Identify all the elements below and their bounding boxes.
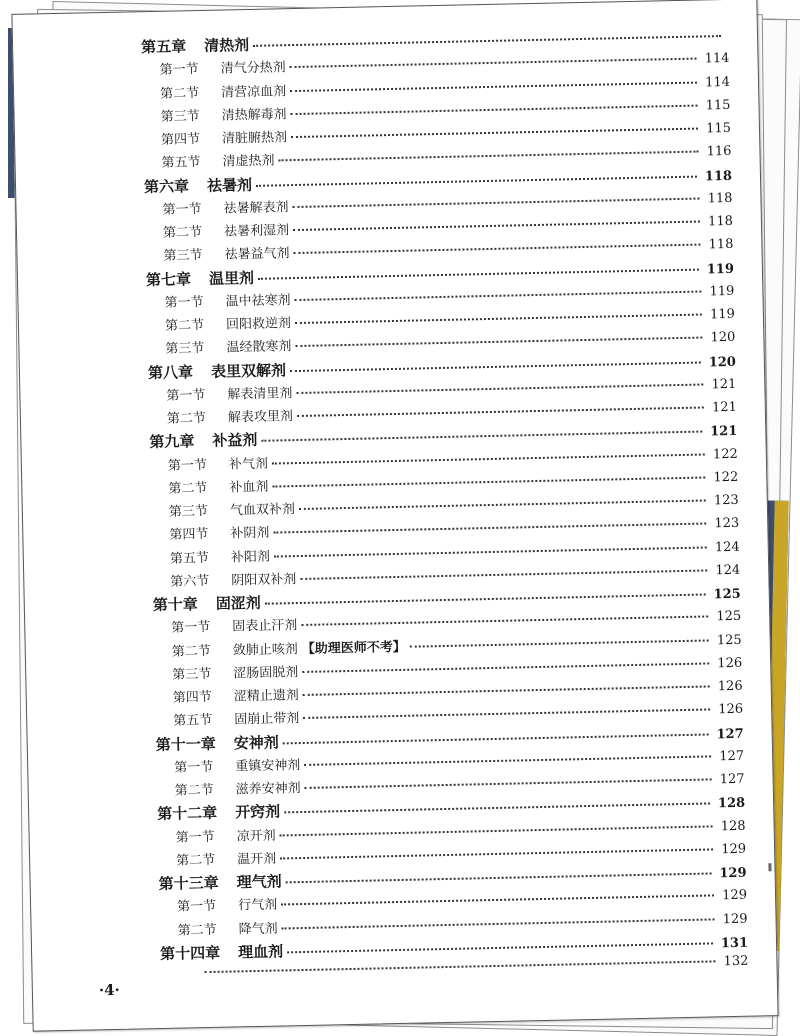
toc-page-number: 123 — [714, 516, 739, 532]
toc-number: 第六章 — [144, 175, 189, 197]
toc-title: 开窍剂 — [235, 803, 280, 822]
toc-number: 第一节 — [159, 58, 198, 78]
toc-title: 固表止汗剂 — [232, 618, 297, 634]
toc-label — [159, 56, 285, 78]
dot-leader — [294, 244, 701, 255]
toc-label — [161, 150, 274, 171]
toc-title: 解表清里剂 — [227, 386, 292, 402]
toc-page-number: 119 — [707, 261, 734, 277]
toc-title: 清脏腑热剂 — [222, 130, 287, 146]
toc-title: 理气剂 — [236, 872, 281, 891]
dot-leader — [284, 803, 710, 814]
toc-label — [160, 103, 286, 125]
toc-number: 第四节 — [161, 128, 200, 148]
toc-page-number: 126 — [717, 656, 742, 672]
toc-label — [161, 126, 287, 148]
toc-number: 第三节 — [172, 663, 211, 683]
toc-title: 清气分热剂 — [220, 60, 285, 76]
toc-page-number: 127 — [719, 748, 744, 764]
toc-page-number: 121 — [712, 400, 737, 416]
toc-number: 第十三章 — [158, 872, 218, 894]
toc-label — [174, 754, 300, 776]
toc-title: 祛暑益气剂 — [224, 246, 289, 262]
toc-label — [176, 847, 276, 868]
toc-title: 凉开剂 — [237, 828, 276, 844]
toc-page-number: 118 — [705, 168, 732, 184]
dot-leader — [282, 918, 715, 929]
toc-number: 第十一章 — [156, 732, 216, 754]
toc-label — [168, 452, 268, 473]
toc-title: 补气剂 — [229, 456, 268, 472]
dot-leader — [205, 960, 716, 973]
toc-page-number: 127 — [720, 772, 745, 788]
toc-label — [169, 498, 295, 520]
toc-number: 第二节 — [174, 779, 213, 799]
toc-label — [144, 173, 252, 196]
toc-number: 第一节 — [175, 825, 214, 845]
dot-leader — [303, 709, 710, 720]
toc-label — [160, 940, 283, 964]
dot-leader — [295, 337, 702, 348]
toc-number: 第二节 — [163, 221, 202, 241]
toc-page-number: 120 — [710, 330, 735, 346]
toc-title: 固崩止带剂 — [234, 711, 299, 727]
toc-page-number: 122 — [713, 446, 738, 462]
toc-page-number: 118 — [708, 237, 733, 253]
toc-number: 第二节 — [168, 477, 207, 497]
toc-label — [178, 965, 200, 980]
toc-number: 第一节 — [174, 756, 213, 776]
dot-leader — [280, 848, 713, 859]
toc-title: 解表攻里剂 — [228, 409, 293, 425]
toc-number: 第七章 — [146, 268, 191, 290]
dot-leader — [302, 662, 709, 673]
toc-title: 清虚热剂 — [222, 154, 274, 170]
dot-leader — [272, 476, 705, 487]
toc-label — [172, 635, 406, 659]
toc-number: 第二节 — [176, 849, 215, 869]
toc-page-number: 118 — [707, 191, 732, 207]
toc-label — [168, 475, 268, 496]
toc-number: 第一节 — [168, 453, 207, 473]
toc-title: 祛暑解表剂 — [223, 200, 288, 216]
document-page — [11, 0, 778, 1032]
toc-title: 补阴剂 — [230, 526, 269, 542]
toc-label — [174, 777, 300, 799]
dot-leader — [272, 453, 705, 464]
dot-leader — [297, 407, 704, 418]
toc-title: 气血双补剂 — [230, 502, 295, 518]
toc-label — [165, 335, 291, 357]
toc-number: 第六节 — [170, 570, 209, 590]
toc-title: 降气剂 — [239, 921, 278, 937]
dot-leader — [261, 431, 702, 442]
toc-number: 第二节 — [177, 918, 216, 938]
toc-title: 温里剂 — [209, 268, 254, 287]
toc-label — [146, 266, 254, 289]
toc-page-number: 125 — [713, 587, 740, 603]
toc-title: 安神剂 — [234, 733, 279, 752]
toc-title: 温中祛寒剂 — [225, 293, 290, 309]
dot-leader — [305, 778, 712, 789]
toc-title: 回阳救逆剂 — [226, 316, 291, 332]
toc-title: 补血剂 — [229, 479, 268, 495]
toc-note: 【助理医师不考】 — [302, 639, 406, 656]
toc-title: 阴阳双补剂 — [231, 572, 296, 588]
toc-page-number: 125 — [716, 609, 741, 625]
toc-page-number: 129 — [722, 888, 747, 904]
toc-number: 第四节 — [169, 523, 208, 543]
dot-leader — [304, 755, 711, 766]
toc-label — [169, 522, 269, 543]
dot-leader — [253, 35, 721, 47]
toc-label — [167, 405, 293, 427]
toc-page-number: 123 — [714, 493, 739, 509]
toc-number: 第三节 — [169, 500, 208, 520]
toc-title: 固涩剂 — [216, 594, 261, 613]
toc-number: 第五节 — [173, 709, 212, 729]
toc-label — [148, 359, 286, 383]
toc-page-number: 114 — [705, 51, 730, 67]
toc-title: 表里双解剂 — [211, 361, 286, 381]
page-number: ·4· — [99, 981, 120, 999]
toc-page-number: 128 — [718, 796, 745, 812]
dot-leader — [273, 523, 706, 534]
toc-page-number: 124 — [715, 563, 740, 579]
dot-leader — [410, 639, 709, 647]
toc-title: 补益剂 — [212, 431, 257, 450]
dot-leader — [274, 546, 707, 557]
toc-label — [141, 34, 249, 57]
dot-leader — [290, 81, 697, 92]
toc-label — [149, 429, 257, 452]
toc-page-number: 126 — [718, 702, 743, 718]
toc-page-number: 115 — [706, 98, 731, 114]
toc-page-number: 115 — [706, 121, 731, 137]
toc-number: 第一节 — [164, 291, 203, 311]
toc-number: 第一节 — [171, 616, 210, 636]
toc-title: 行气剂 — [238, 898, 277, 914]
toc-title: 温经散寒剂 — [226, 339, 291, 355]
toc-title: 补阳剂 — [231, 549, 270, 565]
toc-label — [177, 917, 277, 938]
toc-number: 第二节 — [165, 314, 204, 334]
toc-title: 祛暑利湿剂 — [224, 223, 289, 239]
dot-leader — [296, 383, 703, 394]
toc-title: 涩肠固脱剂 — [233, 665, 298, 681]
toc-label — [163, 242, 289, 264]
toc-number: 第四节 — [173, 686, 212, 706]
page-mark — [768, 863, 771, 871]
toc-title: 敛肺止咳剂 — [233, 642, 298, 658]
dot-leader — [294, 290, 701, 301]
toc-label — [156, 731, 279, 755]
toc-number: 第九章 — [149, 430, 194, 452]
dot-leader — [293, 221, 700, 232]
dot-leader — [283, 733, 709, 744]
dot-leader — [281, 895, 714, 906]
toc-number: 第十四章 — [160, 942, 220, 964]
toc-number: 第三节 — [165, 337, 204, 357]
dot-leader — [256, 175, 697, 186]
toc-title: 清热解毒剂 — [221, 107, 286, 123]
toc-page-number: 132 — [723, 954, 748, 970]
toc-page-number: 124 — [715, 539, 740, 555]
dot-leader — [293, 197, 700, 208]
toc-label — [153, 592, 261, 615]
toc-number: 第八章 — [148, 361, 193, 383]
dot-leader — [295, 314, 702, 325]
toc-label — [170, 568, 296, 590]
toc-label — [177, 894, 277, 915]
toc-number: 第二节 — [160, 82, 199, 102]
toc-page-number: 129 — [721, 841, 746, 857]
toc-page-number: 118 — [708, 214, 733, 230]
toc-label — [173, 684, 299, 706]
dot-leader — [303, 685, 710, 696]
dot-leader — [287, 942, 713, 953]
dot-leader — [290, 361, 701, 372]
dot-leader — [291, 128, 698, 139]
dot-leader — [265, 594, 706, 605]
toc-title: 涩精止遗剂 — [234, 688, 299, 704]
toc-label — [175, 824, 275, 845]
dot-leader — [286, 872, 712, 883]
toc-title: 祛暑剂 — [207, 175, 252, 194]
toc-label — [166, 382, 292, 404]
toc-page-number: 121 — [710, 424, 737, 440]
toc-number: 第五节 — [161, 151, 200, 171]
toc-number: 第十章 — [153, 593, 198, 615]
toc-number: 第三节 — [163, 244, 202, 264]
toc-page-number: 119 — [709, 284, 734, 300]
toc-number: 第二节 — [167, 407, 206, 427]
toc-number: 第一节 — [162, 198, 201, 218]
toc-title: 清营凉血剂 — [221, 84, 286, 100]
toc-number: 第五章 — [141, 35, 186, 57]
dot-leader — [300, 569, 707, 580]
toc-title: 滋养安神剂 — [236, 781, 301, 797]
toc-number: 第一节 — [177, 895, 216, 915]
toc-label — [158, 870, 281, 894]
toc-page-number: 119 — [710, 307, 735, 323]
toc-page-number: 125 — [717, 632, 742, 648]
toc-page-number: 129 — [719, 866, 746, 882]
toc-number: 第五节 — [170, 546, 209, 566]
toc-title: 重镇安神剂 — [235, 758, 300, 774]
toc-page-number: 120 — [709, 354, 736, 370]
toc-page-number: 116 — [706, 144, 731, 160]
dot-leader — [279, 151, 699, 162]
toc-page-number: 129 — [723, 911, 748, 927]
toc-page-number: 114 — [705, 74, 730, 90]
dot-leader — [280, 825, 713, 836]
dot-leader — [301, 616, 708, 627]
toc-page-number: 127 — [716, 726, 743, 742]
dot-leader — [299, 499, 706, 510]
toc-label — [172, 661, 298, 683]
toc-title: 清热剂 — [204, 36, 249, 55]
toc-label — [165, 312, 291, 334]
toc-number: 第一节 — [166, 384, 205, 404]
toc-page-number: 121 — [711, 377, 736, 393]
toc-number: 第三节 — [160, 105, 199, 125]
toc-label — [170, 545, 270, 566]
toc-page-number: 131 — [721, 935, 748, 951]
toc-page-number: 128 — [721, 818, 746, 834]
toc-number: 第二节 — [172, 639, 211, 659]
dot-leader — [258, 268, 699, 279]
toc-page-number: 122 — [713, 470, 738, 486]
toc-label — [162, 196, 288, 218]
dot-leader — [291, 104, 698, 115]
toc-label — [173, 707, 299, 729]
toc-label — [163, 219, 289, 241]
toc-number: 第十二章 — [157, 802, 217, 824]
toc-page-number: 126 — [718, 679, 743, 695]
dot-leader — [290, 58, 697, 69]
toc-title: 理血剂 — [238, 942, 283, 961]
toc-label — [160, 80, 286, 102]
toc-label — [157, 801, 280, 825]
toc-label — [164, 289, 290, 311]
toc-title: 温开剂 — [237, 851, 276, 867]
toc-label — [171, 614, 297, 636]
